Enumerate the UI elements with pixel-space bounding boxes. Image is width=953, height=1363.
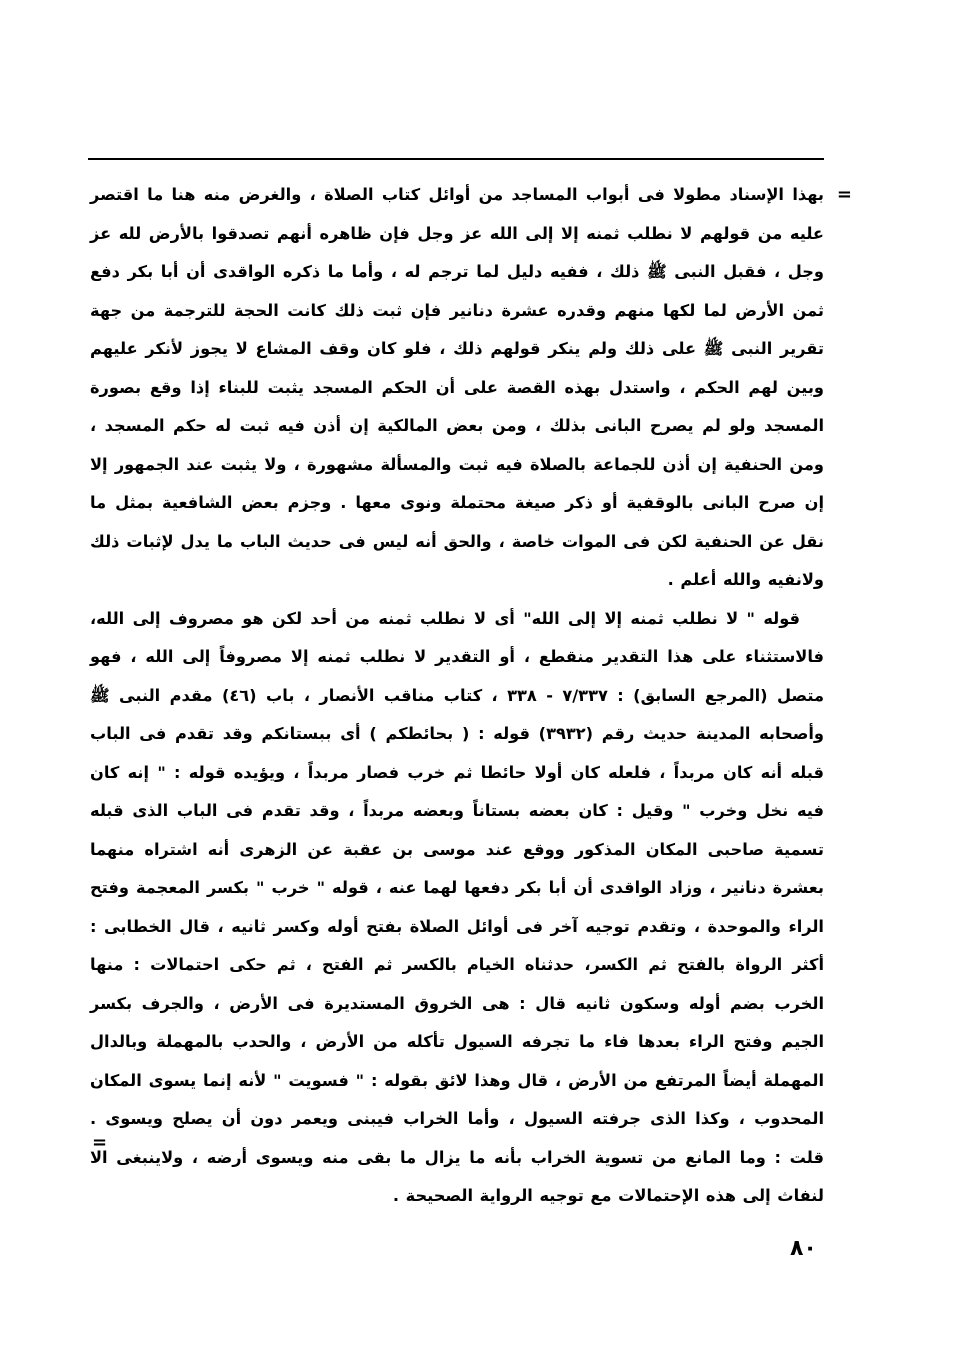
paragraph-1: بهذا الإسناد مطولا فى أبواب المساجد من أوائل كتاب الصلاة ، والغرض منه هنا ما اقتصر عليه من قولهم لا نطلب ثمنه إلا إلى الله عز وجل فإن ظاهره أنهم تصدقوا بالأرض لله عز وجل ، فقبل النبى ﷺ ذلك ، ففيه دليل لما ترجم له ، وأما ما ذكره الواقدى أن أبا بكر دفع ثمن الأرض لما لكها منهم وقدره عشرة دنانير فإن ثبت ذلك كانت الحجة للترجمة من جهة تقرير النبى ﷺ على ذلك ولم ينكر قولهم ذلك ، فلو كان وقف المشاع لا يجوز لأنكر عليهم وبين لهم الحكم ، واستدل بهذه القصة على أن الحكم المسجد يثبت للبناء إذا وقع بصورة المسجد ولو لم يصرح البانى بذلك ، ومن بعض المالكية إن أذن فيه ثبت له حكم المسجد ، ومن الحنفية إن أذن للجماعة بالصلاة فيه ثبت والمسألة مشهورة ، ولا يثبت عند الجمهور إلا إن صرح البانى بالوقفية أو ذكر صيغة محتملة ونوى معها . وجزم بعض الشافعية بمثل ما نقل عن الحنفية لكن فى الموات خاصة ، والحق أنه ليس فى حديث الباب ما يدل لإثبات ذلك ولانفيه والله أعلم . [90,185,824,589]
page-number: ٨٠ [790,1236,817,1261]
page-body [90,176,852,1216]
end-mark: = [92,1132,108,1153]
paragraph-2: قوله " لا نطلب ثمنه إلا إلى الله" أى لا نطلب ثمنه من أحد لكن هو مصروف إلى الله، فالاستثناء على هذا التقدير منقطع ، أو التقدير لا نطلب ثمنه إلا مصروفاً إلى الله ، فهو متصل (المرجع السابق) : ٧/٣٣٧ - ٣٣٨ ، كتاب مناقب الأنصار ، باب (٤٦) مقدم النبى ﷺ وأصحابه المدينة حديث رقم (٣٩٣٢) قوله : ( بحائطكم ) أى ببستانكم وقد تقدم فى الباب قبله أنه كان مربداً ، فلعله كان أولا حائطا ثم خرب فصار مربداً ، ويؤيده قوله : " إنه كان فيه نخل وخرب " وقيل : كان بعضه بستاناً وبعضه مربداً ، وقد تقدم فى الباب الذى قبله تسمية صاحبى المكان المذكور ووقع عند موسى بن عقبة عن الزهرى أنه اشتراه منهما بعشرة دنانير ، وزاد الواقدى أن أبا بكر دفعها لهما عنه ، قوله " خرب " بكسر المعجمة وفتح الراء والموحدة ، وتقدم توجيه آخر فى أوائل الصلاة بفتح أوله وكسر ثانيه ، قال الخطابى : أكثر الرواة بالفتح ثم الكسر، حدثناه الخيام بالكسر ثم الفتح ، ثم حكى احتمالات : منها الخرب بضم أوله وسكون ثانيه قال : هى الخروق المستديرة فى الأرض ، والجرف بكسر الجيم وفتح الراء بعدها فاء ما تجرفه السيول تأكله من الأرض ، والحدب بالمهملة وبالدال المهملة أيضاً المرتفع من الأرض ، قال وهذا لائق بقوله : " فسويت " لأنه إنما يسوى المكان المحدوب ، وكذا الذى جرفته السيول ، وأما الخراب فيبنى ويعمر دون أن يصلح ويسوى . قلت : وما المانع من تسوية الخراب بأنه ما يزال ما بقى منه ويسوى أرضه ، ولاينبغى الا لنفاث إلى هذه الإحتمالات مع توجيه الرواية الصحيحة . [90,608,824,1205]
header-rule [88,158,824,160]
continuation-mark: = [836,184,852,205]
